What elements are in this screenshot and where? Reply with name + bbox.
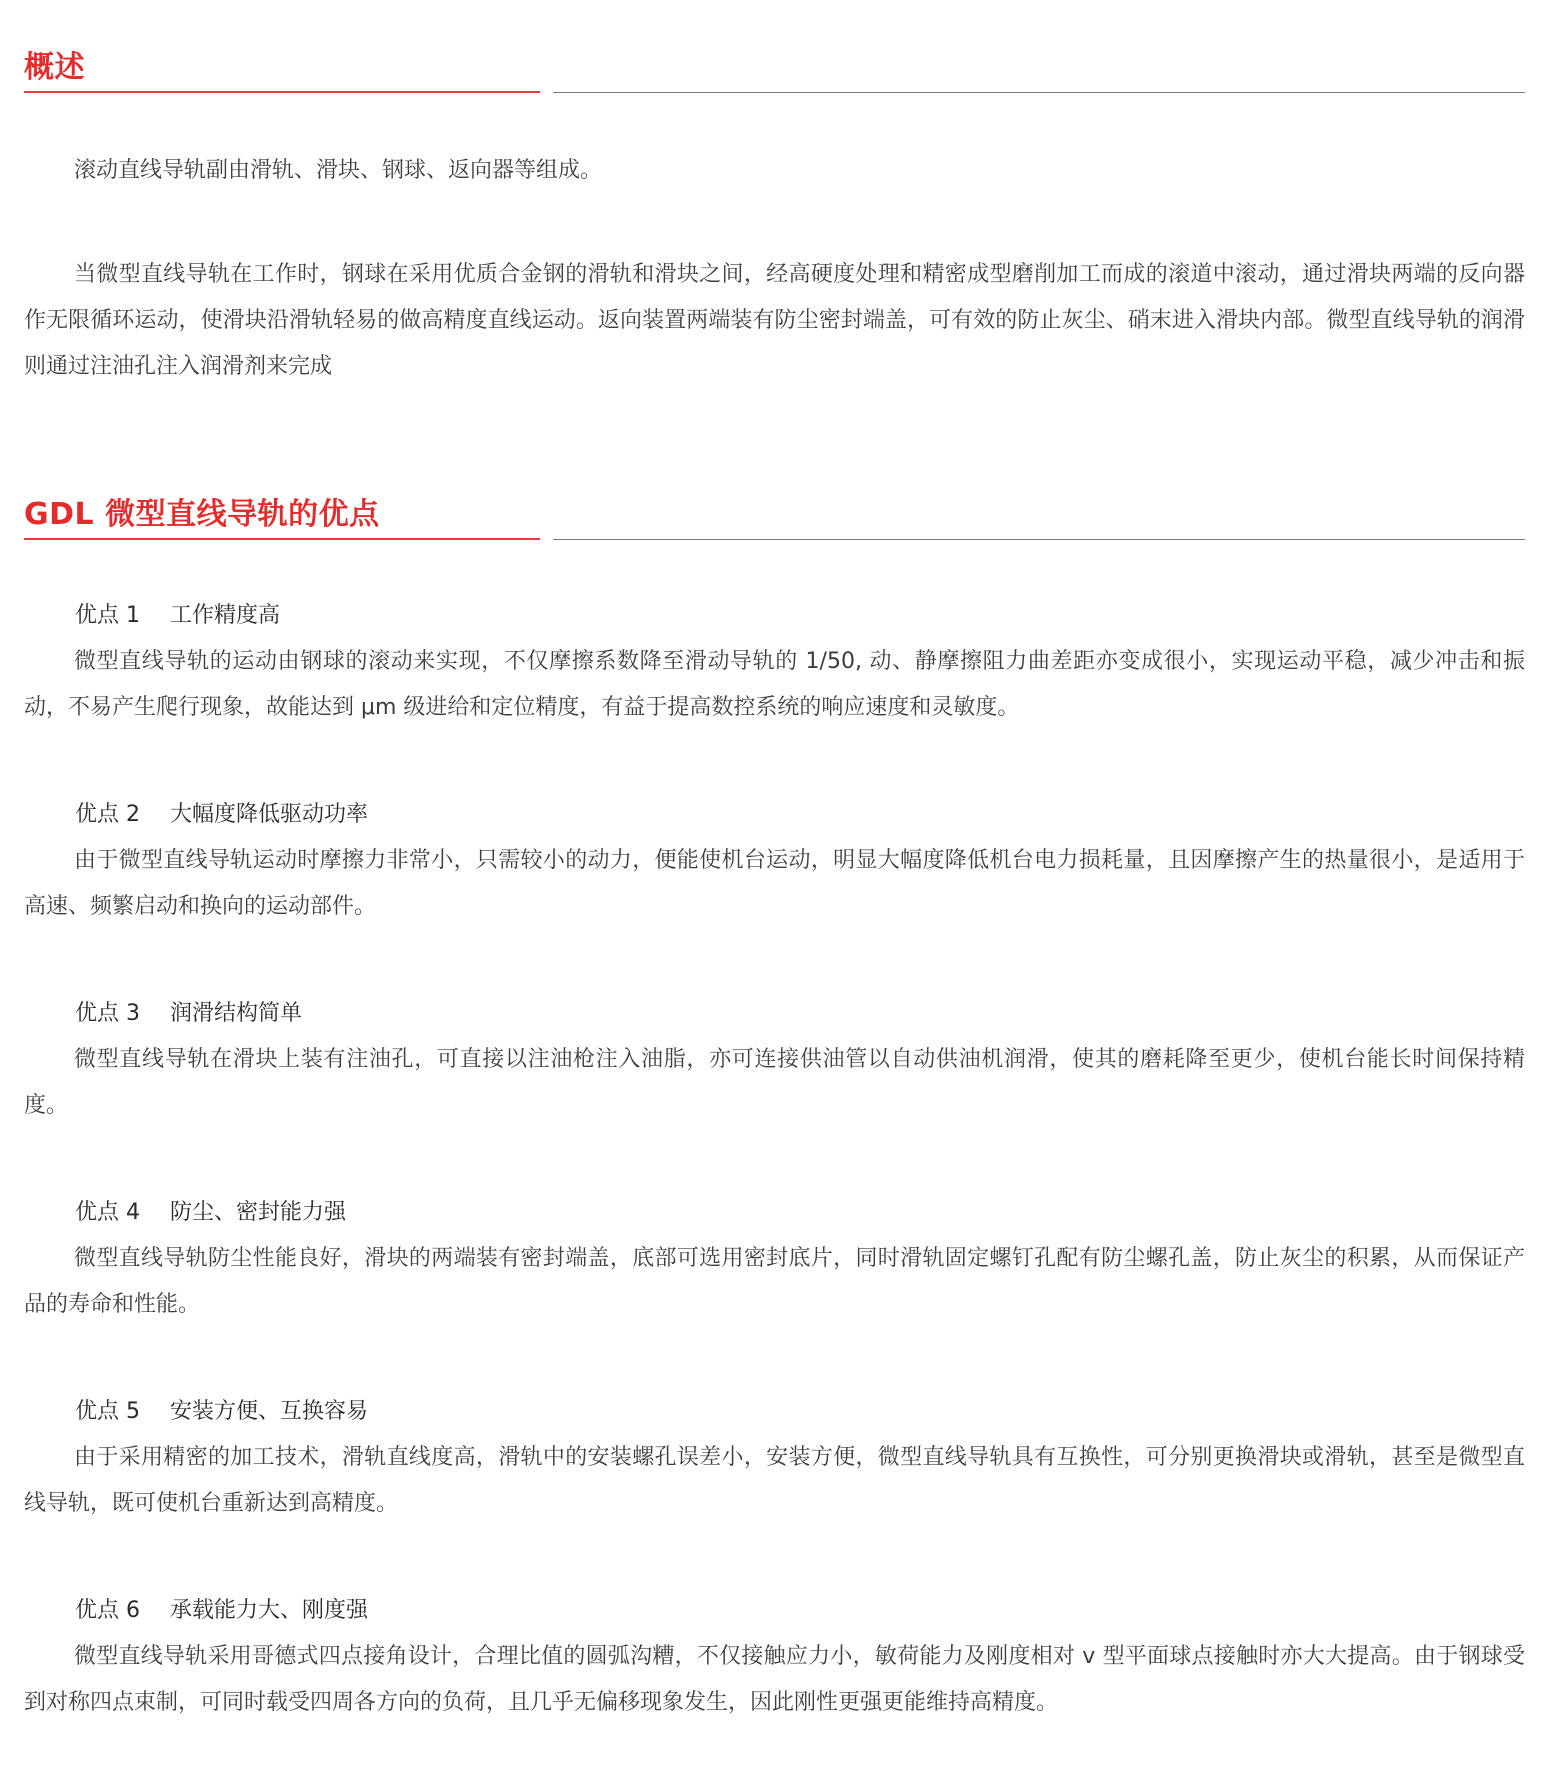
title-divider-gray [553,539,1525,540]
advantage-number: 优点 1 [75,603,140,628]
advantage-heading-text: 防尘、密封能力强 [170,1200,347,1225]
title-divider-gray [553,92,1525,93]
advantage-body: 微型直线导轨防尘性能良好，滑块的两端装有密封端盖，底部可选用密封底片，同时滑轨固定螺钉孔配有防尘螺孔盖，防止灰尘的积累，从而保证产品的寿命和性能。 [24,1246,1525,1317]
advantage-number: 优点 2 [75,802,140,827]
advantage-number: 优点 3 [75,1001,140,1026]
advantage-heading [75,593,280,639]
advantage-body: 由于采用精密的加工技术，滑轨直线度高，滑轨中的安装螺孔误差小，安装方便，微型直线导轨具有互换性，可分别更换滑块或滑轨，甚至是微型直线导轨，既可使机台重新达到高精度。 [24,1445,1525,1516]
overview-title: 概述 [24,50,85,85]
advantage-heading [75,1190,346,1236]
advantage-heading-text: 大幅度降低驱动功率 [170,802,369,827]
advantage-heading [75,1588,368,1634]
advantage-heading-text: 工作精度高 [170,603,281,628]
advantage-heading-text: 承载能力大、刚度强 [170,1598,369,1623]
title-underline-red [24,538,540,540]
advantages-title: GDL 微型直线导轨的优点 [24,497,380,532]
advantage-body: 微型直线导轨的运动由钢球的滚动来实现，不仅摩擦系数降至滑动导轨的 1/50, 动、静摩擦阻力曲差距亦变成很小，实现运动平稳，减少冲击和振动，不易产生爬行现象，故能达到 μm 级进给和定位精度，有益于提高数控系统的响应速度和灵敏度。 [24,649,1525,720]
overview-paragraph-1: 滚动直线导轨副由滑轨、滑块、钢球、返向器等组成。 [74,158,603,183]
advantage-number: 优点 5 [75,1399,140,1424]
advantage-number: 优点 4 [75,1200,140,1225]
advantage-number: 优点 6 [75,1598,140,1623]
advantage-heading [75,792,368,838]
advantage-body: 由于微型直线导轨运动时摩擦力非常小，只需较小的动力，便能使机台运动，明显大幅度降低机台电力损耗量，且因摩擦产生的热量很小，是适用于高速、频繁启动和换向的运动部件。 [24,848,1525,919]
advantage-heading [75,1389,368,1435]
advantage-heading-text: 安装方便、互换容易 [170,1399,369,1424]
advantage-heading-text: 润滑结构简单 [170,1001,303,1026]
overview-paragraph-2: 当微型直线导轨在工作时，钢球在采用优质合金钢的滑轨和滑块之间，经高硬度处理和精密成型磨削加工而成的滚道中滚动，通过滑块两端的反向器作无限循环运动，使滑块沿滑轨轻易的做高精度直线运动。返向装置两端装有防尘密封端盖，可有效的防止灰尘、硝末进入滑块内部。微型直线导轨的润滑则通过注油孔注入润滑剂来完成 [24,262,1525,379]
advantage-body: 微型直线导轨在滑块上装有注油孔，可直接以注油枪注入油脂，亦可连接供油管以自动供油机润滑，使其的磨耗降至更少，使机台能长时间保持精度。 [24,1047,1525,1118]
advantage-heading [75,991,302,1037]
advantage-body: 微型直线导轨采用哥德式四点接角设计，合理比值的圆弧沟糟，不仅接触应力小，敏荷能力及刚度相对 v 型平面球点接触时亦大大提高。由于钢球受到对称四点束制，可同时载受四周各方向的负荷，且几乎无偏移现象发生，因此刚性更强更能维持高精度。 [24,1644,1525,1715]
title-underline-red [24,91,540,93]
